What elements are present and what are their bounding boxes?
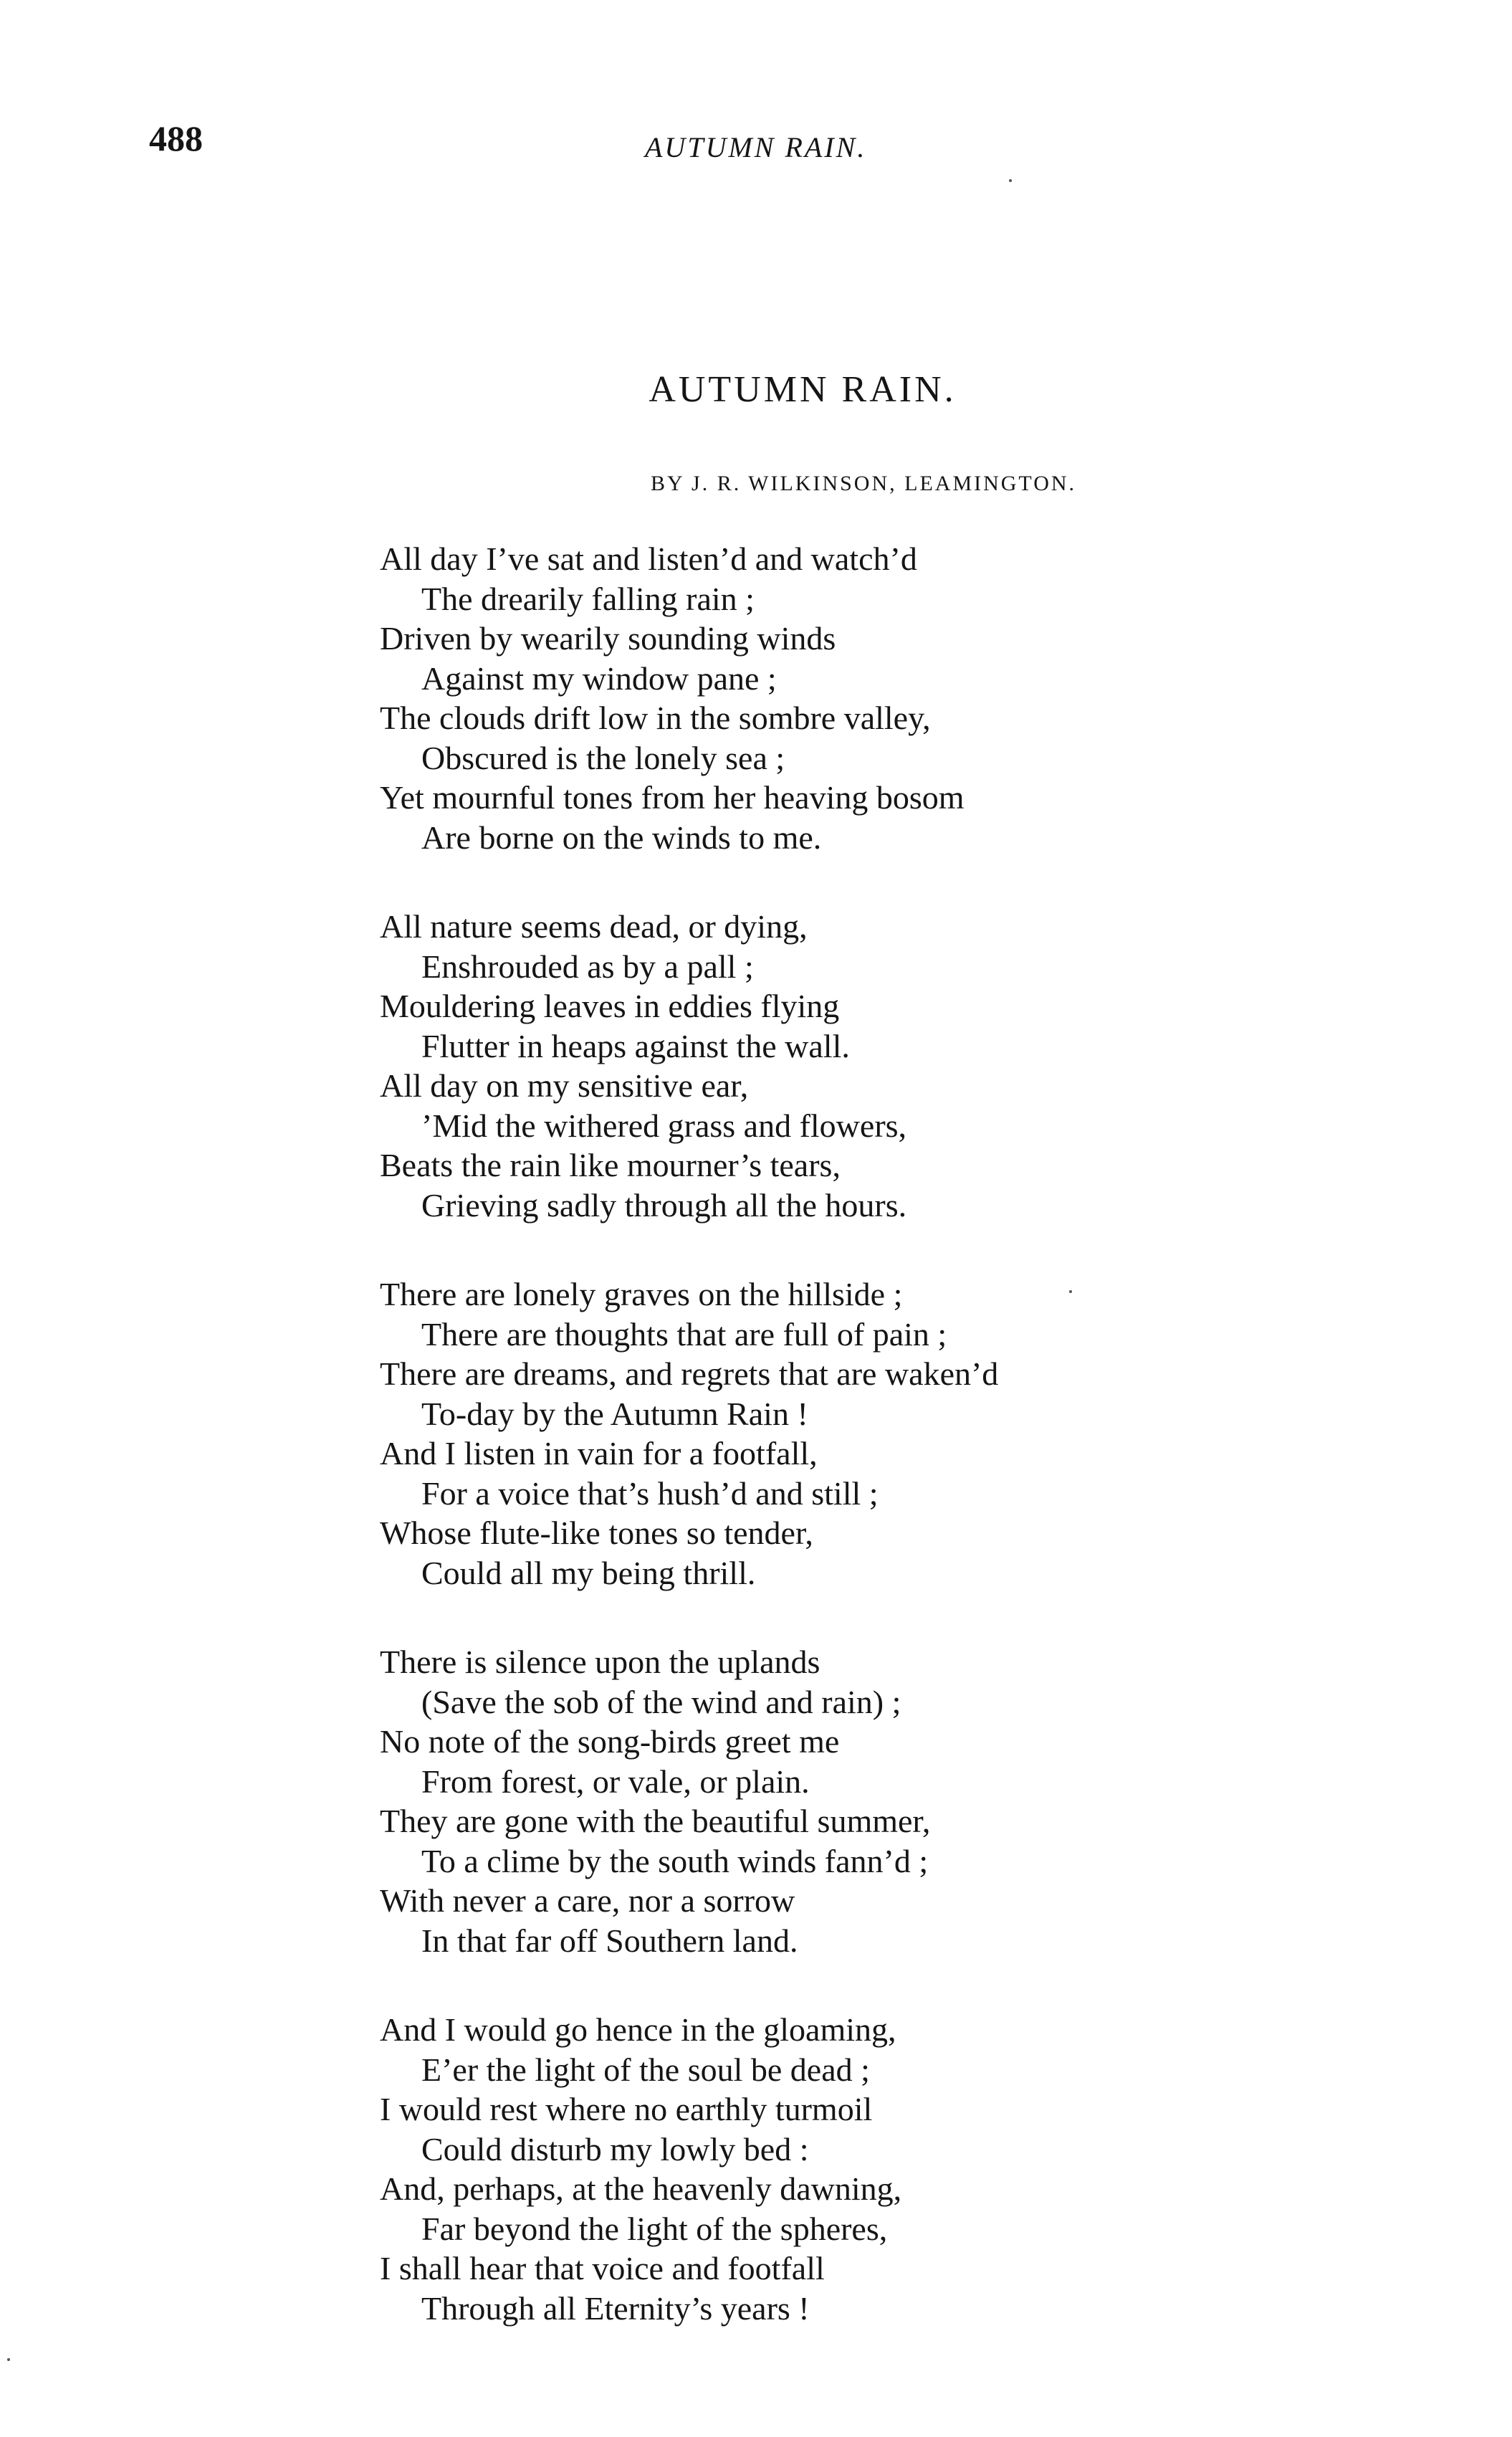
poem-line: There is silence upon the uplands <box>380 1644 820 1680</box>
stanza <box>380 2010 1455 2328</box>
poem-line: The drearily falling rain ; <box>421 580 755 617</box>
poem-line: With never a care, nor a sorrow <box>380 1882 795 1919</box>
poem-line: Yet mournful tones from her heaving bosom <box>380 779 965 816</box>
poem-title: AUTUMN RAIN. <box>649 369 957 410</box>
stanza <box>380 1642 1455 1960</box>
poem-line: To-day by the Autumn Rain ! <box>421 1395 808 1432</box>
poem-line: Far beyond the light of the spheres, <box>421 2210 888 2247</box>
poem-line: E’er the light of the soul be dead ; <box>421 2051 870 2088</box>
poem-line: All day on my sensitive ear, <box>380 1067 749 1104</box>
stanza <box>380 907 1455 1225</box>
poem-line: There are thoughts that are full of pain ; <box>421 1315 947 1353</box>
poem-body <box>380 539 1455 2378</box>
poem-line: ’Mid the withered grass and flowers, <box>421 1107 907 1144</box>
running-title: AUTUMN RAIN. <box>645 131 867 163</box>
poem-line: Obscured is the lonely sea ; <box>421 739 785 776</box>
poem-line: And, perhaps, at the heavenly dawning, <box>380 2170 902 2207</box>
poem-line: All day I’ve sat and listen’d and watch’d <box>380 540 917 577</box>
poem-line: Grieving sadly through all the hours. <box>421 1186 907 1224</box>
poem-line: They are gone with the beautiful summer, <box>380 1803 931 1839</box>
poem-line: Could disturb my lowly bed : <box>421 2130 809 2167</box>
poem-line: And I would go hence in the gloaming, <box>380 2011 896 2048</box>
poem-line: Enshrouded as by a pall ; <box>421 948 754 985</box>
poem-line: For a voice that’s hush’d and still ; <box>421 1474 879 1512</box>
speck-mark <box>7 2358 10 2361</box>
poem-line: All nature seems dead, or dying, <box>380 908 808 945</box>
poem-line: Flutter in heaps against the wall. <box>421 1027 850 1064</box>
poem-byline: BY J. R. WILKINSON, LEAMINGTON. <box>650 472 1077 495</box>
poem-line: The clouds drift low in the sombre valley, <box>380 700 931 736</box>
poem-line: I would rest where no earthly turmoil <box>380 2091 873 2127</box>
stanza <box>380 1274 1455 1593</box>
poem-line: In that far off Southern land. <box>421 1922 798 1959</box>
poem-line: (Save the sob of the wind and rain) ; <box>421 1683 901 1720</box>
poem-line: No note of the song-birds greet me <box>380 1723 840 1760</box>
poem-line: Mouldering leaves in eddies flying <box>380 988 840 1024</box>
speck-mark <box>1009 179 1012 182</box>
page-number: 488 <box>149 118 203 158</box>
poem-line: Driven by wearily sounding winds <box>380 620 836 657</box>
poem-line: From forest, or vale, or plain. <box>421 1763 810 1800</box>
poem-line: Beats the rain like mourner’s tears, <box>380 1147 841 1183</box>
poem-line: Against my window pane ; <box>421 659 777 697</box>
poem-line: I shall hear that voice and footfall <box>380 2250 825 2286</box>
poem-line: Are borne on the winds to me. <box>421 819 822 856</box>
poem-line: There are lonely graves on the hillside ; <box>380 1276 903 1312</box>
poem-line: And I listen in vain for a footfall, <box>380 1435 818 1472</box>
poem-line: Could all my being thrill. <box>421 1554 756 1591</box>
poem-line: Whose flute-like tones so tender, <box>380 1515 813 1551</box>
speck-mark <box>1069 1290 1072 1293</box>
poem-line: There are dreams, and regrets that are waken’d <box>380 1355 999 1392</box>
stanza <box>380 539 1455 857</box>
poem-line: To a clime by the south winds fann’d ; <box>421 1842 929 1879</box>
poem-line: Through all Eternity’s years ! <box>421 2289 810 2327</box>
